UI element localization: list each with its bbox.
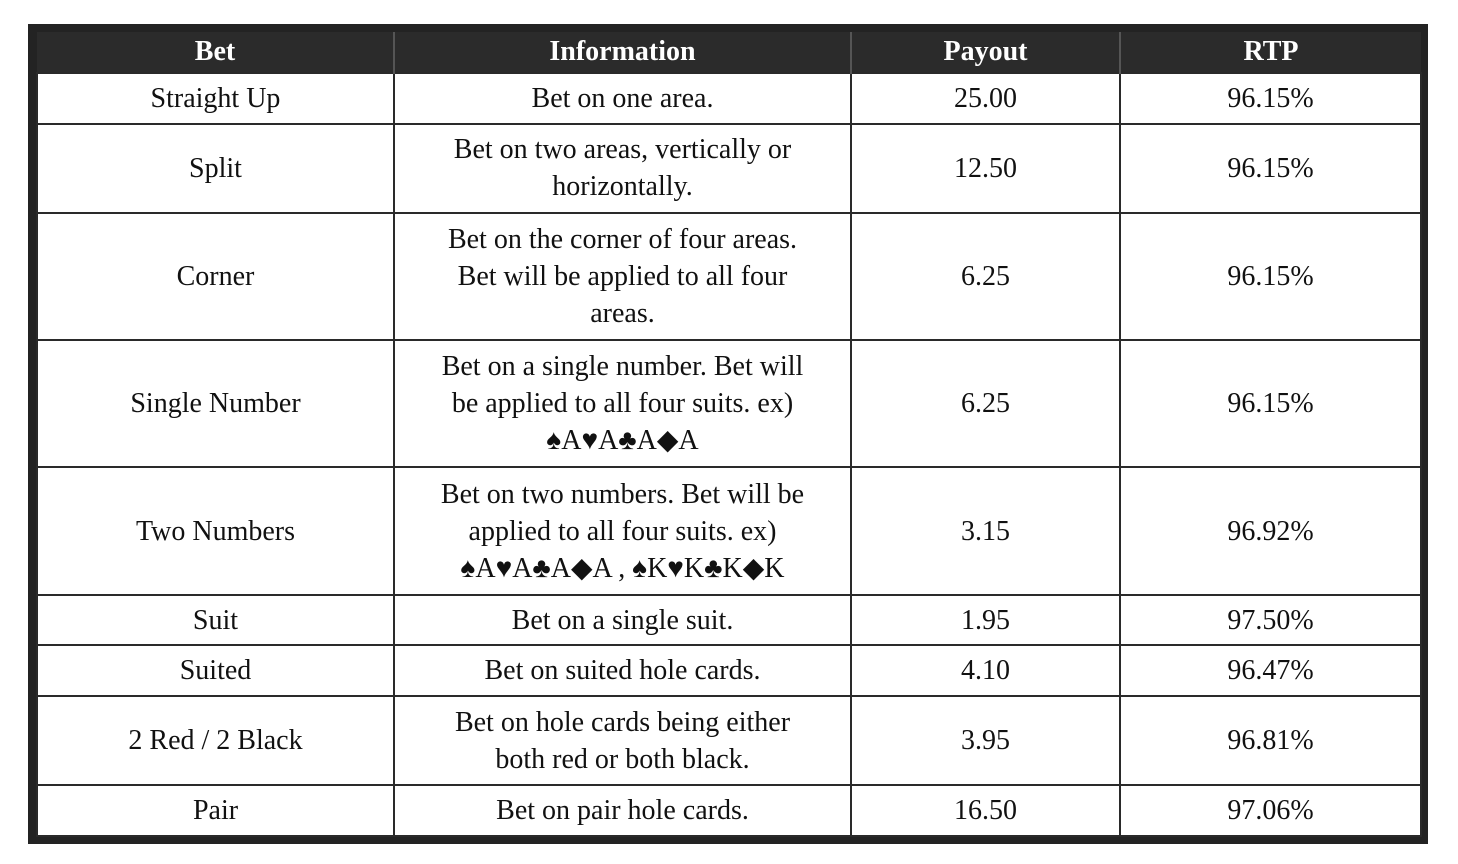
info-line: Bet on two numbers. Bet will be <box>440 478 805 510</box>
bet-payout-table <box>36 32 1422 837</box>
bet-information <box>394 467 851 594</box>
bet-information <box>394 73 851 124</box>
info-line: ♠A♥A♣A◆A <box>546 425 699 457</box>
table-row <box>37 213 1421 340</box>
info-line: horizontally. <box>552 171 693 203</box>
bet-name: Straight Up <box>37 73 394 124</box>
bet-information <box>394 696 851 785</box>
bet-rtp: 96.15% <box>1120 124 1421 213</box>
bet-information <box>394 340 851 467</box>
bet-rtp: 96.15% <box>1120 340 1421 467</box>
info-line: Bet on a single suit. <box>511 604 734 636</box>
info-line: Bet on the corner of four areas. <box>447 223 798 255</box>
info-line: applied to all four suits. ex) <box>468 515 777 547</box>
table-header-row <box>37 32 1421 73</box>
bet-rtp: 97.50% <box>1120 595 1421 646</box>
bet-information <box>394 124 851 213</box>
table-row <box>37 595 1421 646</box>
info-line: ♠A♥A♣A◆A , ♠K♥K♣K◆K <box>460 552 785 584</box>
bet-rtp: 96.15% <box>1120 73 1421 124</box>
table-row <box>37 785 1421 836</box>
info-line: Bet on two areas, vertically or <box>453 134 792 166</box>
info-line: Bet on pair hole cards. <box>496 795 749 827</box>
info-line: be applied to all four suits. ex) <box>451 388 794 420</box>
bet-name: Two Numbers <box>37 467 394 594</box>
bet-rtp: 97.06% <box>1120 785 1421 836</box>
info-line: Bet will be applied to all four <box>457 260 788 292</box>
bet-information <box>394 213 851 340</box>
bet-name: Single Number <box>37 340 394 467</box>
bet-payout: 4.10 <box>851 645 1120 696</box>
bet-name: Suit <box>37 595 394 646</box>
bet-information <box>394 785 851 836</box>
header-bet: Bet <box>37 32 394 73</box>
bet-payout: 3.15 <box>851 467 1120 594</box>
table-row <box>37 73 1421 124</box>
header-information: Information <box>394 32 851 73</box>
bet-name: 2 Red / 2 Black <box>37 696 394 785</box>
bet-payout: 16.50 <box>851 785 1120 836</box>
bet-rtp: 96.15% <box>1120 213 1421 340</box>
bet-information <box>394 595 851 646</box>
header-payout: Payout <box>851 32 1120 73</box>
info-line: Bet on suited hole cards. <box>484 655 761 687</box>
bet-payout: 12.50 <box>851 124 1120 213</box>
table-row <box>37 467 1421 594</box>
info-line: Bet on a single number. Bet will <box>441 351 804 383</box>
table-row <box>37 645 1421 696</box>
bet-payout: 6.25 <box>851 213 1120 340</box>
bet-name: Corner <box>37 213 394 340</box>
bet-payout: 1.95 <box>851 595 1120 646</box>
info-line: both red or both black. <box>495 743 750 775</box>
info-line: Bet on one area. <box>531 82 714 114</box>
info-line: Bet on hole cards being either <box>454 706 791 738</box>
bet-name: Pair <box>37 785 394 836</box>
bet-payout: 3.95 <box>851 696 1120 785</box>
bet-rtp: 96.81% <box>1120 696 1421 785</box>
bet-information <box>394 645 851 696</box>
bet-name: Split <box>37 124 394 213</box>
table-row <box>37 340 1421 467</box>
bet-payout: 6.25 <box>851 340 1120 467</box>
bet-payout: 25.00 <box>851 73 1120 124</box>
table-row <box>37 696 1421 785</box>
header-rtp: RTP <box>1120 32 1421 73</box>
info-line: areas. <box>590 297 655 329</box>
bet-rtp: 96.92% <box>1120 467 1421 594</box>
bet-name: Suited <box>37 645 394 696</box>
table-row <box>37 124 1421 213</box>
bet-rtp: 96.47% <box>1120 645 1421 696</box>
bet-table-frame <box>28 24 1428 844</box>
